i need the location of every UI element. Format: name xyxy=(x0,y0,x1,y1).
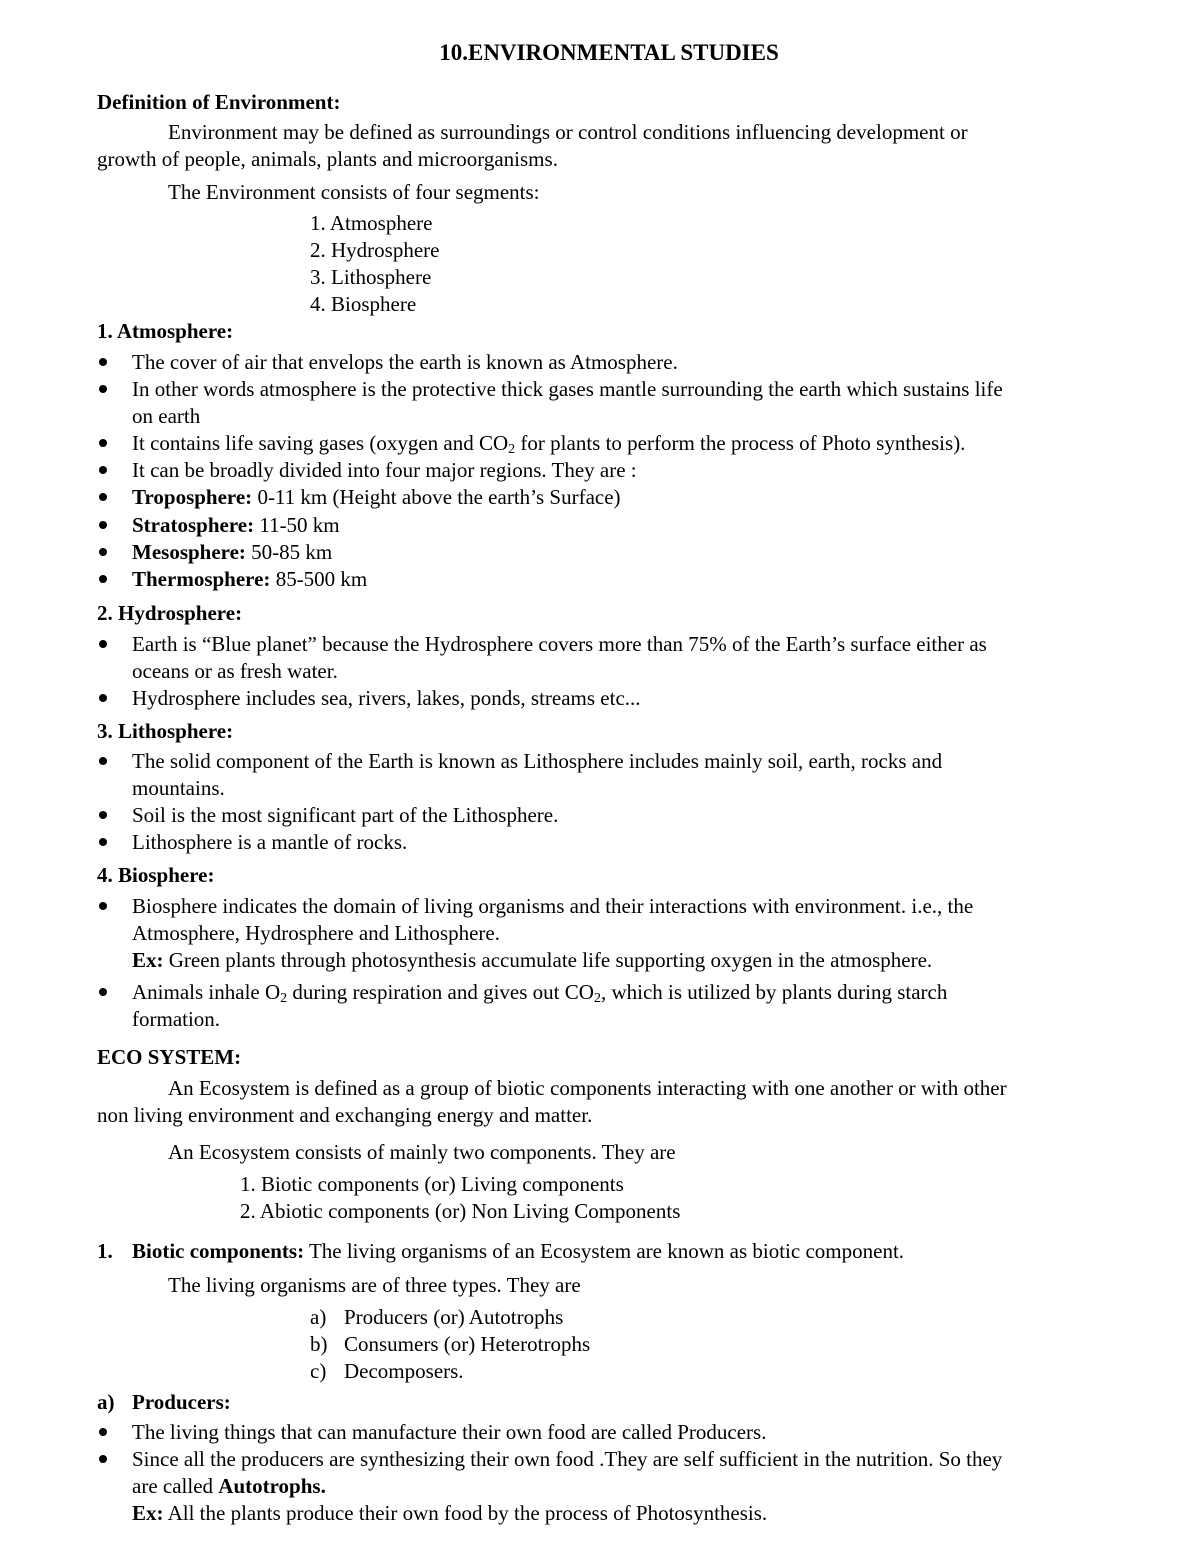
region-item xyxy=(132,484,621,510)
bullet-item: Lithosphere is a mantle of rocks. xyxy=(132,830,408,854)
region-value: 85-500 km xyxy=(270,567,368,591)
subscript: 2 xyxy=(508,442,516,457)
ecosystem-heading: ECO SYSTEM: xyxy=(97,1045,242,1069)
example-label: Ex: xyxy=(132,948,164,972)
type-letter: b) xyxy=(310,1332,328,1356)
bullet-text: are called xyxy=(132,1474,219,1498)
lithosphere-heading: 3. Lithosphere: xyxy=(97,719,234,743)
type-item: Producers (or) Autotrophs xyxy=(344,1305,564,1329)
biotic-definition xyxy=(132,1238,904,1264)
biotic-text: The living organisms of an Ecosystem are known as biotic component. xyxy=(304,1239,905,1263)
bullet-item: Biosphere indicates the domain of living organisms and their interactions with environment. i.e., the xyxy=(132,894,974,918)
type-letter: a) xyxy=(310,1305,327,1329)
region-name: Troposphere: xyxy=(132,485,253,509)
bullet-item: Soil is the most significant part of the Lithosphere. xyxy=(132,803,559,827)
subscript: 2 xyxy=(593,991,601,1006)
bullet-item: The living things that can manufacture their own food are called Producers. xyxy=(132,1420,767,1444)
components-intro: An Ecosystem consists of mainly two components. They are xyxy=(168,1140,676,1164)
bullet-item: In other words atmosphere is the protective thick gases mantle surrounding the earth which sustains life xyxy=(132,377,1003,401)
producers-heading: Producers: xyxy=(132,1390,231,1414)
bullet-item: Hydrosphere includes sea, rivers, lakes, ponds, streams etc... xyxy=(132,686,641,710)
segment-item: 1. Atmosphere xyxy=(310,211,433,235)
example-line xyxy=(132,947,932,973)
type-item: Consumers (or) Heterotrophs xyxy=(344,1332,591,1356)
bullet-text: Animals inhale O xyxy=(132,980,281,1004)
component-item: 2. Abiotic components (or) Non Living Components xyxy=(240,1199,681,1223)
region-value: 0-11 km (Height above the earth’s Surface) xyxy=(252,485,621,509)
atmosphere-heading: 1. Atmosphere: xyxy=(97,319,234,343)
ecosystem-paragraph-line2: non living environment and exchanging energy and matter. xyxy=(97,1103,593,1127)
bullet-continuation: mountains. xyxy=(132,776,225,800)
segment-item: 3. Lithosphere xyxy=(310,265,432,289)
region-value: 11-50 km xyxy=(254,513,340,537)
component-item: 1. Biotic components (or) Living components xyxy=(240,1172,624,1196)
definition-paragraph-line1: Environment may be defined as surroundings or control conditions influencing development or xyxy=(168,120,968,144)
bullet-continuation: on earth xyxy=(132,404,201,428)
region-name: Thermosphere: xyxy=(132,567,271,591)
region-item xyxy=(132,539,332,565)
segments-intro: The Environment consists of four segments: xyxy=(168,180,540,204)
definition-paragraph-line2: growth of people, animals, plants and microorganisms. xyxy=(97,147,558,171)
bullet-item: The cover of air that envelops the earth is known as Atmosphere. xyxy=(132,350,678,374)
autotrophs-term: Autotrophs. xyxy=(218,1474,326,1498)
region-name: Stratosphere: xyxy=(132,513,255,537)
example-label: Ex: xyxy=(132,1501,164,1525)
example-text: All the plants produce their own food by the process of Photosynthesis. xyxy=(163,1501,768,1525)
region-item xyxy=(132,512,340,538)
type-item: Decomposers. xyxy=(344,1359,464,1383)
bullet-text: It contains life saving gases (oxygen and CO xyxy=(132,431,509,455)
example-line xyxy=(132,1500,767,1526)
biosphere-heading: 4. Biosphere: xyxy=(97,863,215,887)
biotic-label: Biotic components: xyxy=(132,1239,305,1263)
bullet-continuation: oceans or as fresh water. xyxy=(132,659,338,683)
hydrosphere-heading: 2. Hydrosphere: xyxy=(97,601,243,625)
subscript: 2 xyxy=(280,991,288,1006)
types-intro: The living organisms are of three types. They are xyxy=(168,1273,581,1297)
bullet-continuation xyxy=(132,1473,326,1499)
region-value: 50-85 km xyxy=(245,540,333,564)
page-title: 10.ENVIRONMENTAL STUDIES xyxy=(439,40,779,65)
segment-item: 2. Hydrosphere xyxy=(310,238,440,262)
example-text: Green plants through photosynthesis accumulate life supporting oxygen in the atmosphere. xyxy=(163,948,933,972)
bullet-item: It can be broadly divided into four major regions. They are : xyxy=(132,458,637,482)
bullet-continuation: Atmosphere, Hydrosphere and Lithosphere. xyxy=(132,921,500,945)
region-item xyxy=(132,566,367,592)
bullet-item: Earth is “Blue planet” because the Hydrosphere covers more than 75% of the Earth’s surface either as xyxy=(132,632,987,656)
segment-item: 4. Biosphere xyxy=(310,292,417,316)
type-letter: c) xyxy=(310,1359,327,1383)
bullet-text: , which is utilized by plants during starch xyxy=(600,980,948,1004)
bullet-item xyxy=(132,430,965,456)
bullet-item xyxy=(132,979,947,1005)
producers-letter: a) xyxy=(97,1390,115,1414)
bullet-continuation: formation. xyxy=(132,1007,221,1031)
bullet-text: for plants to perform the process of Photo synthesis). xyxy=(515,431,966,455)
bullet-item: Since all the producers are synthesizing their own food .They are self sufficient in the nutrition. So they xyxy=(132,1447,1003,1471)
region-name: Mesosphere: xyxy=(132,540,246,564)
bullet-text: during respiration and gives out CO xyxy=(287,980,594,1004)
definition-heading: Definition of Environment: xyxy=(97,90,341,114)
ecosystem-paragraph-line1: An Ecosystem is defined as a group of biotic components interacting with one another or with other xyxy=(168,1076,1007,1100)
bullet-item: The solid component of the Earth is known as Lithosphere includes mainly soil, earth, rocks and xyxy=(132,749,943,773)
biotic-number: 1. xyxy=(97,1239,113,1263)
